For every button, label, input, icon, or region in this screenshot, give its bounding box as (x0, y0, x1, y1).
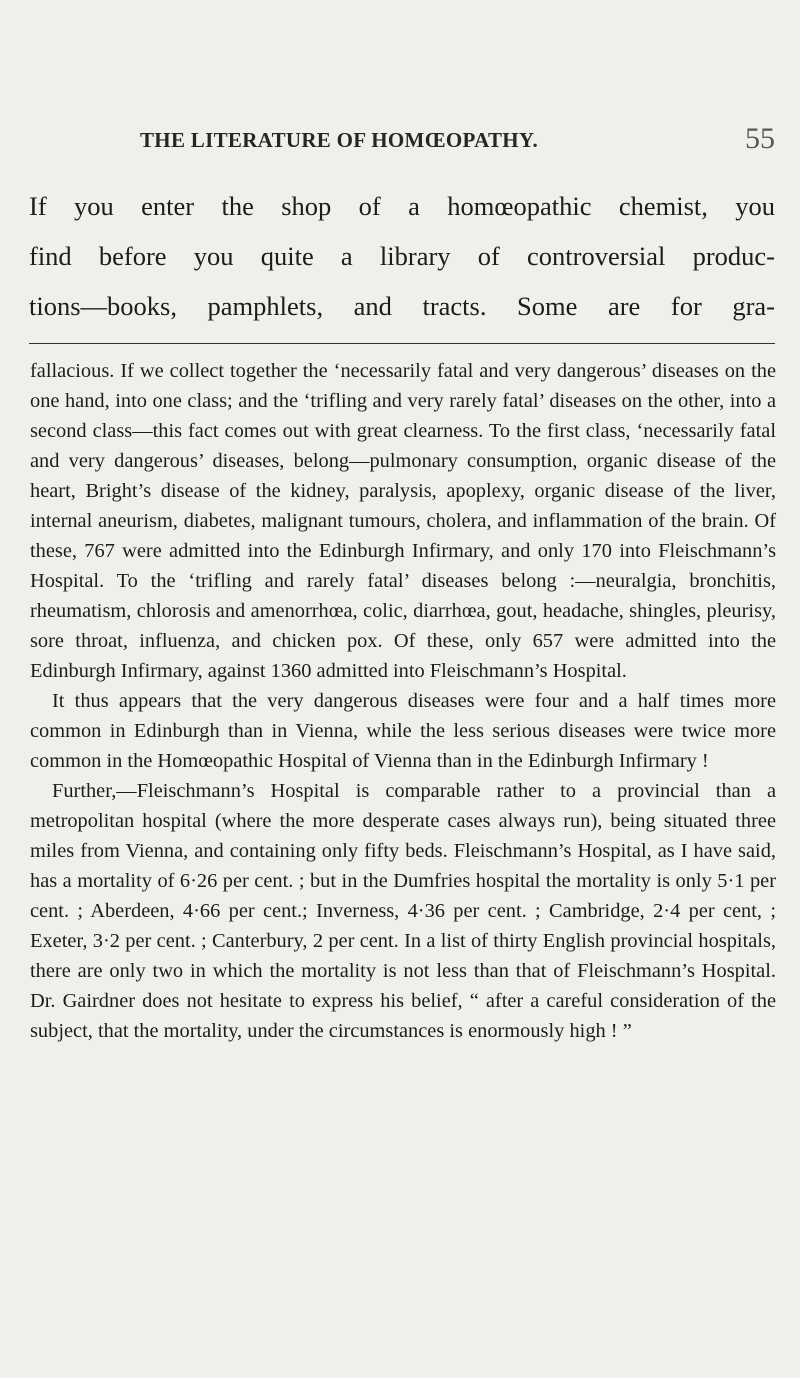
fragment-line: find before you quite a library of controversial produc- (29, 241, 775, 271)
page-number: 55 (745, 122, 775, 155)
fragment-line: tions—books, pamphlets, and tracts. Some are for gra- (29, 291, 775, 321)
running-head (140, 122, 775, 158)
body-text (30, 356, 776, 1046)
fragment-line: If you enter the shop of a homœopathic chemist, you (29, 191, 775, 221)
paragraph: fallacious. If we collect together the ‘necessarily fatal and very dangerous’ diseases on the one hand, into one class; and the ‘trifling and very rarely fatal’ diseases on the other, into a second class—this fact comes out with great clearness. To the first class, ‘necessarily fatal and very dangerous’ diseases, belong—pulmonary consumption, organic disease of the heart, Bright’s disease of the kidney, paralysis, apoplexy, organic disease of the liver, internal aneurism, diabetes, malignant tumours, cholera, and inflammation of the brain. Of these, 767 were admitted into the Edinburgh Infirmary, and only 170 into Fleischmann’s Hospital. To the ‘trifling and rarely fatal’ diseases belong :—neuralgia, bronchitis, rheumatism, chlorosis and amenorrhœa, colic, diarrhœa, gout, headache, shingles, pleurisy, sore throat, influenza, and chicken pox. Of these, only 657 were admitted into the Edinburgh Infirmary, against 1360 admitted into Fleischmann’s Hospital. (30, 360, 776, 682)
running-title: THE LITERATURE OF HOMŒOPATHY. (140, 128, 539, 152)
pasted-text-fragment (29, 181, 775, 331)
paragraph: It thus appears that the very dangerous diseases were four and a half times more common in Edinburgh than in Vienna, while the less serious diseases were twice more common in the Homœopathic Hospital of Vienna than in the Edinburgh Infirmary ! (30, 690, 776, 772)
paragraph: Further,—Fleischmann’s Hospital is comparable rather to a provincial than a metropolitan hospital (where the more desperate cases always run), being situated three miles from Vienna, and containing only fifty beds. Fleischmann’s Hospital, as I have said, has a mortality of 6·26 per cent. ; but in the Dumfries hospital the mortality is only 5·1 per cent. ; Aberdeen, 4·66 per cent.; Inverness, 4·36 per cent. ; Cambridge, 2·4 per cent, ; Exeter, 3·2 per cent. ; Canterbury, 2 per cent. In a list of thirty English provincial hospitals, there are only two in which the mortality is not less than that of Fleischmann’s Hospital. Dr. Gairdner does not hesitate to express his belief, “ after a careful consideration of the subject, that the mortality, under the circumstances is enormously high ! ” (30, 780, 776, 1042)
fragment-divider (29, 343, 775, 344)
